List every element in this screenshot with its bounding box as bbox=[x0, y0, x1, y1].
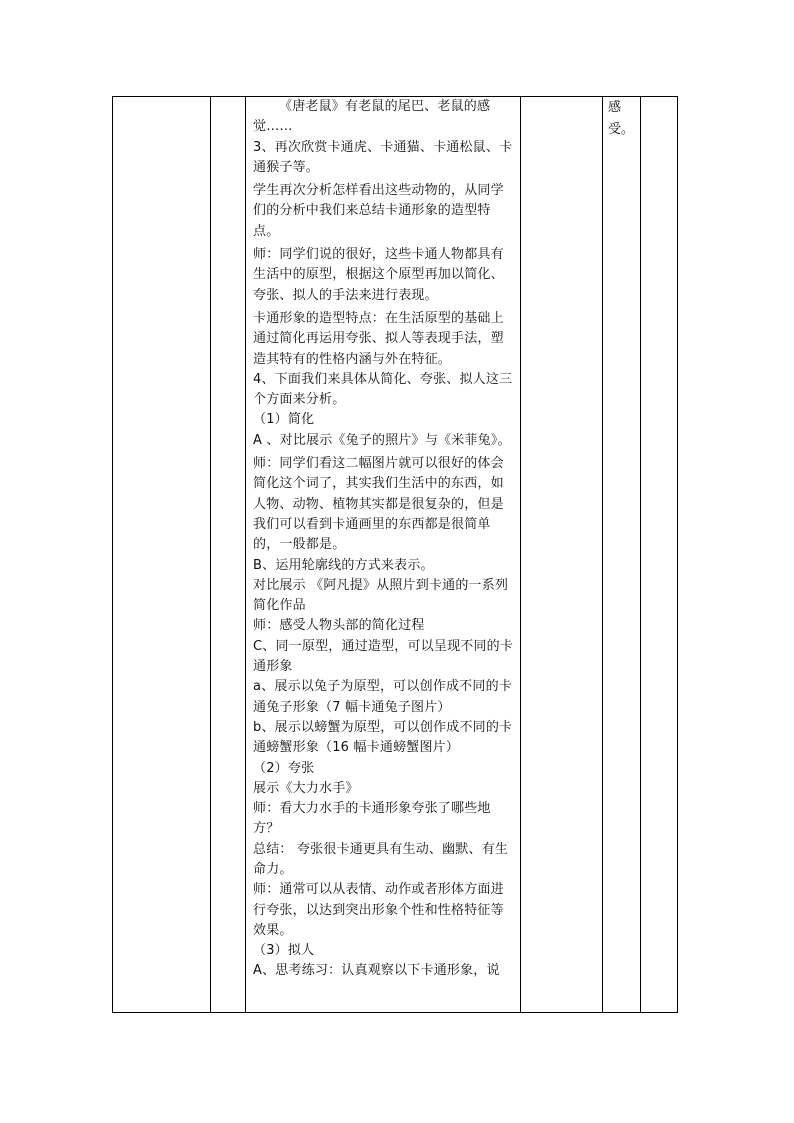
content-paragraph: a、展示以兔子为原型，可以创作成不同的卡通兔子形象（7 幅卡通兔子图片） bbox=[253, 679, 512, 715]
content-paragraph: 《唐老鼠》有老鼠的尾巴、老鼠的感觉…… bbox=[253, 99, 491, 135]
content-paragraph: 卡通形象的造型特点：在生活原型的基础上通过简化再运用夸张、拟人等表现手法，塑造其特有的性格内涵与外在特征。 bbox=[253, 310, 504, 367]
content-paragraph: C、同一原型，通过造型，可以呈现不同的卡通形象 bbox=[253, 638, 514, 675]
content-paragraph: 学生再次分析怎样看出这些动物的，从同学们的分析中我们来总结卡通形象的造型特点。 bbox=[253, 183, 504, 239]
content-paragraph: （2）夸张 bbox=[253, 760, 315, 776]
content-paragraph: A 、对比展示《兔子的照片》与《米菲兔》。 bbox=[253, 432, 511, 448]
intent-cell bbox=[603, 97, 641, 1013]
content-paragraph: 4、下面我们来具体从简化、夸张、拟人这三个方面来分析。 bbox=[253, 371, 513, 408]
teaching-content bbox=[246, 97, 520, 982]
stage-cell bbox=[113, 97, 211, 1013]
table-row bbox=[113, 97, 678, 1013]
content-paragraph: A、思考练习：认真观察以下卡通形象，说 bbox=[253, 963, 500, 979]
time-cell bbox=[211, 97, 246, 1013]
side-note: 感受。 bbox=[608, 100, 635, 137]
content-paragraph: B、运用轮廓线的方式来表示。 bbox=[253, 557, 434, 573]
lesson-plan-table bbox=[112, 96, 678, 1013]
content-paragraph: 师：同学们说的很好，这些卡通人物都具有生活中的原型，根据这个原型再加以简化、夸张、拟人的手法来进行表现。 bbox=[253, 247, 504, 303]
content-paragraph: 展示《大力水手》 bbox=[253, 780, 359, 796]
remarks-cell bbox=[641, 97, 678, 1013]
content-paragraph: 师：感受人物头部的简化过程 bbox=[253, 618, 425, 634]
content-paragraph: （1）简化 bbox=[253, 412, 315, 428]
content-paragraph: 师：同学们看这二幅图片就可以很好的体会简化这个词了，其实我们生活中的东西，如人物、动物、植物其实都是很复杂的，但是我们可以看到卡通画里的东西都是很简单的，一般都是。 bbox=[253, 456, 504, 553]
content-paragraph: 总结： 夸张很卡通更具有生动、幽默、有生命力。 bbox=[253, 841, 509, 877]
student-activity-cell bbox=[521, 97, 603, 1013]
content-paragraph: （3）拟人 bbox=[253, 943, 315, 959]
teaching-content-cell bbox=[246, 97, 521, 1013]
content-paragraph: b、展示以螃蟹为原型，可以创作成不同的卡通螃蟹形象（16 幅卡通螃蟹图片） bbox=[253, 719, 513, 756]
content-paragraph: 师：通常可以从表情、动作或者形体方面进行夸张，以达到突出形象个性和性格特征等效果。 bbox=[253, 882, 504, 938]
content-paragraph: 3、再次欣赏卡通虎、卡通猫、卡通松鼠、卡通猴子等。 bbox=[253, 139, 513, 175]
content-paragraph: 师：看大力水手的卡通形象夸张了哪些地方？ bbox=[253, 801, 491, 837]
content-paragraph: 对比展示 《阿凡提》从照片到卡通的一系列简化作品 bbox=[253, 577, 509, 614]
